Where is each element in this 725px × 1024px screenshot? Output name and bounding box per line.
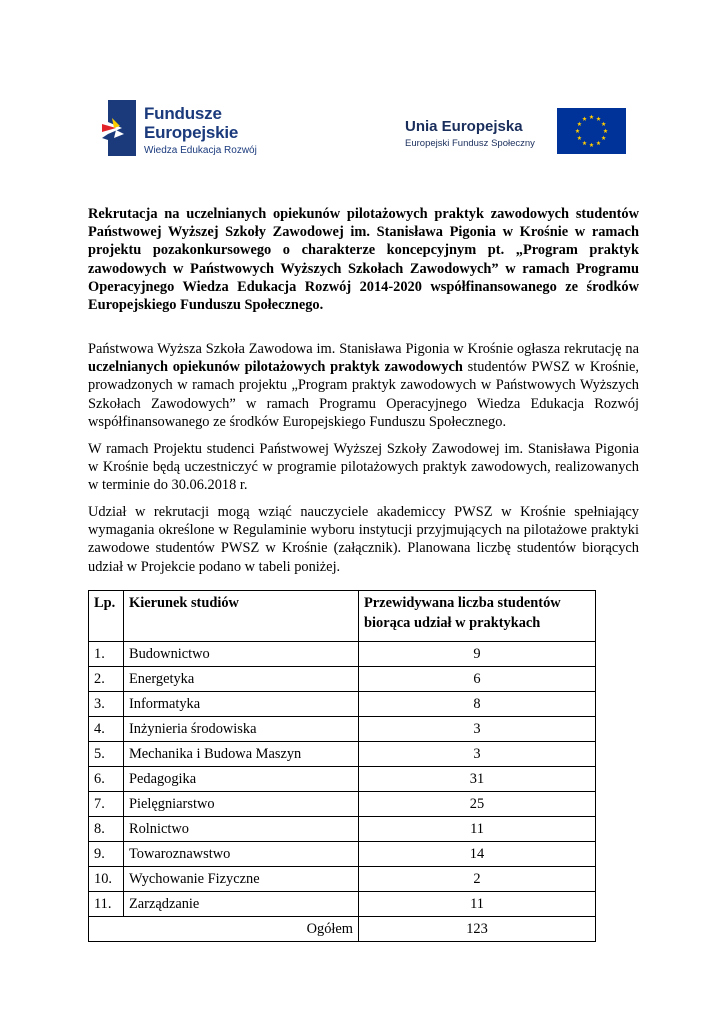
row-lp: 3. [89, 692, 124, 717]
row-kierunek: Energetyka [124, 667, 359, 692]
document-title: Rekrutacja na uczelnianych opiekunów pilotażowych praktyk zawodowych studentów Państwowej Wyższej Szkoły Zawodowej im. Stanisława Pigonia w Krośnie w ramach projektu pozakonkursowego o charakterze koncepcyjnym pt. „Program praktyk zawodowych w Państwowych Wyższych Szkołach Zawodowych” w ramach Programu Operacyjnego Wiedza Edukacja Rozwój 2014-2020 współfinansowanego ze środków Europejskiego Funduszu Społecznego. [88, 206, 639, 314]
row-lp: 10. [89, 867, 124, 892]
row-kierunek: Informatyka [124, 692, 359, 717]
row-lp: 9. [89, 842, 124, 867]
header-kierunek: Kierunek studiów [124, 591, 359, 642]
table-row [89, 867, 596, 892]
table-row [89, 667, 596, 692]
row-liczba: 6 [359, 667, 596, 692]
ue-line2: Europejski Fundusz Społeczny [405, 138, 535, 149]
row-lp: 11. [89, 892, 124, 917]
row-lp: 2. [89, 667, 124, 692]
row-kierunek: Pedagogika [124, 767, 359, 792]
row-liczba: 2 [359, 867, 596, 892]
table-row [89, 892, 596, 917]
row-liczba: 8 [359, 692, 596, 717]
row-liczba: 9 [359, 642, 596, 667]
table-row [89, 842, 596, 867]
paragraph-1-start: Państwowa Wyższa Szkoła Zawodowa im. Stanisława Pigonia w Krośnie ogłasza rekrutację na [88, 341, 639, 357]
paragraph-3: Udział w rekrutacji mogą wziąć nauczyciele akademiccy PWSZ w Krośnie spełniający wymagania określone w Regulaminie wyboru instytucji przyjmujących na pilotażowe praktyki zawodowe studentów PWSZ w Krośnie (załącznik). Planowana liczbę studentów biorących udział w Projekcie podano w tabeli poniżej. [88, 504, 639, 575]
row-liczba: 25 [359, 792, 596, 817]
row-lp: 8. [89, 817, 124, 842]
row-kierunek: Zarządzanie [124, 892, 359, 917]
row-liczba: 31 [359, 767, 596, 792]
row-lp: 4. [89, 717, 124, 742]
unia-europejska-logo [405, 108, 625, 158]
table-row [89, 742, 596, 767]
row-kierunek: Towaroznawstwo [124, 842, 359, 867]
row-kierunek: Pielęgniarstwo [124, 792, 359, 817]
row-liczba: 3 [359, 717, 596, 742]
fe-line1: Fundusze [144, 104, 222, 123]
row-liczba: 14 [359, 842, 596, 867]
table-header-row [89, 591, 596, 642]
table-row [89, 767, 596, 792]
row-lp: 6. [89, 767, 124, 792]
fe-line2: Europejskie [144, 123, 239, 142]
table-row [89, 817, 596, 842]
ue-line1: Unia Europejska [405, 118, 523, 135]
table-row [89, 717, 596, 742]
row-kierunek: Mechanika i Budowa Maszyn [124, 742, 359, 767]
header-lp: Lp. [89, 591, 124, 642]
eu-flag-icon [557, 108, 626, 154]
table-row [89, 642, 596, 667]
row-kierunek: Budownictwo [124, 642, 359, 667]
fe-star-icon [100, 100, 136, 156]
header-liczba: Przewidywana liczba studentów biorąca udział w praktykach [359, 591, 596, 642]
row-kierunek: Rolnictwo [124, 817, 359, 842]
fundusze-europejskie-logo [100, 100, 280, 160]
row-kierunek: Wychowanie Fizyczne [124, 867, 359, 892]
table-total-row [89, 917, 596, 942]
row-lp: 1. [89, 642, 124, 667]
total-label: Ogółem [89, 917, 359, 942]
paragraph-1-end: studentów PWSZ w Krośnie, prowadzonych w ramach projektu „Program praktyk zawodowych w Państwowych Wyższych Szkołach Zawodowych” w ramach Programu Operacyjnego Wiedza Edukacja Rozwój współfinansowanego ze środków Europejskiego Funduszu Społecznego. [88, 359, 639, 430]
table-row [89, 792, 596, 817]
row-liczba: 11 [359, 817, 596, 842]
row-liczba: 11 [359, 892, 596, 917]
paragraph-1 [88, 340, 639, 431]
paragraph-1-bold: uczelnianych opiekunów pilotażowych praktyk zawodowych [88, 359, 463, 376]
total-value: 123 [359, 917, 596, 942]
students-table [88, 590, 596, 942]
row-lp: 7. [89, 792, 124, 817]
row-lp: 5. [89, 742, 124, 767]
fe-line3: Wiedza Edukacja Rozwój [144, 145, 257, 156]
row-kierunek: Inżynieria środowiska [124, 717, 359, 742]
row-liczba: 3 [359, 742, 596, 767]
paragraph-2: W ramach Projektu studenci Państwowej Wyższej Szkoły Zawodowej im. Stanisława Pigonia w Krośnie będą uczestniczyć w programie pilotażowych praktyk zawodowych, realizowanych w terminie do 30.06.2018 r. [88, 441, 639, 494]
table-row [89, 692, 596, 717]
